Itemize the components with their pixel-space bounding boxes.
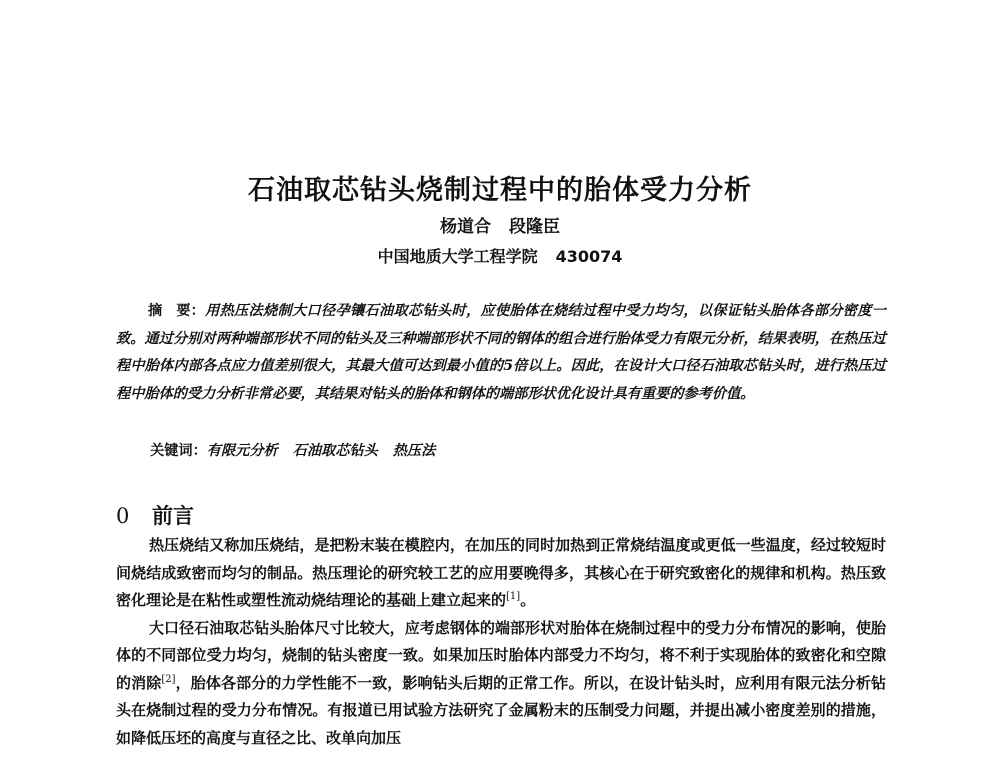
paper-authors: 杨道合 段隆臣 bbox=[440, 217, 560, 237]
keywords-text: 有限元分析 石油取芯钻头 热压法 bbox=[206, 443, 436, 459]
abstract-text: 用热压法烧制大口径孕镶石油取芯钻头时，应使胎体在烧结过程中受力均匀，以保证钻头胎体各部分密度一致。通过分别对两种端部形状不同的钻头及三种端部形状不同的钢体的组合进行胎体受力有限元分析，结果表明，在热压过程中胎体内部各点应力值差别很大，其最大值可达到最小值的5倍以上。因此，在设计大口径石油取芯钻头时，进行热压过程中胎体的受力分析非常必要，其结果对钻头的胎体和钢体的端部形状优化设计具有重要的参考价值。 bbox=[116, 303, 886, 402]
paragraph-text: 大口径石油取芯钻头胎体尺寸比较大，应考虑钢体的端部形状对胎体在烧制过程中的受力分布情况的影响，使胎体的不同部位受力均匀，烧制的钻头密度一致。如果加压时胎体内部受力不均匀，将不利于实现胎体的致密化和空隙的消除 bbox=[116, 618, 886, 692]
keywords bbox=[150, 440, 890, 460]
section-heading bbox=[116, 500, 194, 530]
paragraph-text: 热压烧结又称加压烧结，是把粉末装在模腔内，在加压的同时加热到正常烧结温度或更低一些温度，经过较短时间烧结成致密而均匀的制品。热压理论的研究较工艺的应用要晚得多，其核心在于研究致密化的规律和机构。热压致密化理论是在粘性或塑性流动烧结理论的基础上建立起来的 bbox=[116, 536, 886, 609]
paragraph bbox=[116, 615, 886, 753]
citation[interactable]: [2] bbox=[161, 673, 176, 685]
affiliation-name: 中国地质大学工程学院 bbox=[377, 247, 538, 266]
abstract bbox=[116, 298, 886, 408]
section-number: 0 bbox=[116, 504, 130, 528]
keywords-label: 关键词： bbox=[150, 443, 207, 459]
affiliation-zip: 430074 bbox=[555, 247, 623, 266]
paper-affiliation bbox=[0, 244, 1000, 267]
citation[interactable]: [1] bbox=[506, 591, 521, 602]
paragraph-text: ，胎体各部分的力学性能不一致，影响钻头后期的正常工作。所以，在设计钻头时，应利用有限元法分析钻头在烧制过程的受力分布情况。有报道已用试验方法研究了金属粉末的压制受力问题，并提出减小密度差别的措施，如降低压坯的高度与直径之比、改单向加压 bbox=[116, 673, 886, 747]
paragraph bbox=[116, 532, 886, 615]
abstract-label: 摘 要： bbox=[148, 303, 205, 319]
paper-title: 石油取芯钻头烧制过程中的胎体受力分析 bbox=[248, 175, 752, 206]
section-title: 前言 bbox=[152, 504, 194, 528]
body-text bbox=[116, 532, 886, 752]
paragraph-text: 。 bbox=[520, 591, 536, 609]
